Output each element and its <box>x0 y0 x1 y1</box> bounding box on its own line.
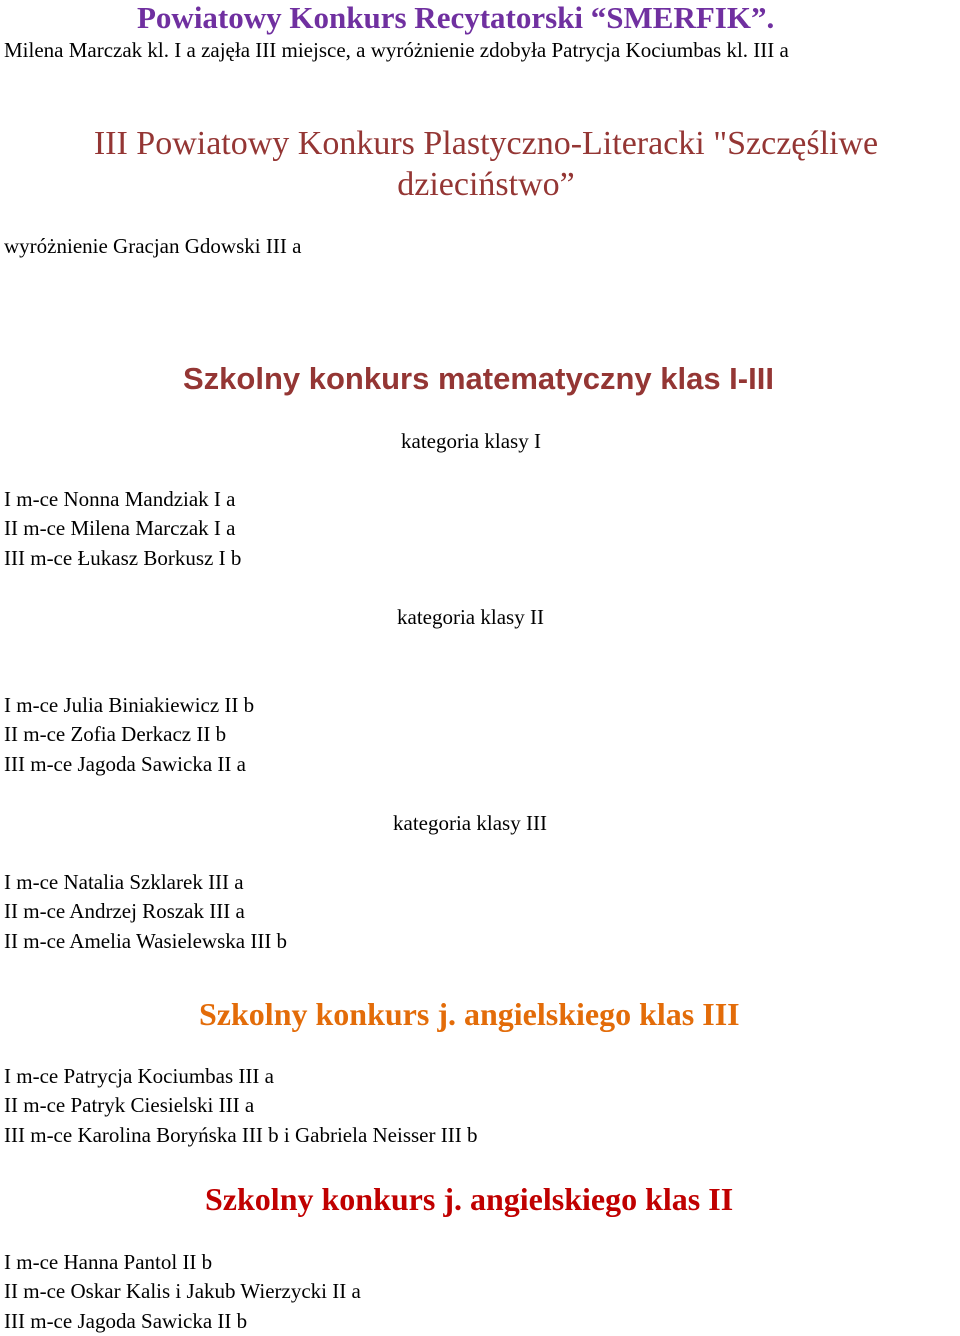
math-category-2-label: kategoria klasy II <box>397 605 544 629</box>
math-category-3-label: kategoria klasy III <box>393 811 547 835</box>
english2-title: Szkolny konkurs j. angielskiego klas II <box>205 1181 734 1217</box>
english3-title: Szkolny konkurs j. angielskiego klas III <box>199 996 740 1032</box>
list-item: II m-ce Patryk Ciesielski III a <box>4 1093 255 1118</box>
list-item: II m-ce Andrzej Roszak III a <box>4 899 245 924</box>
math-title: Szkolny konkurs matematyczny klas I-III <box>183 361 774 396</box>
list-item: II m-ce Oskar Kalis i Jakub Wierzycki II a <box>4 1279 361 1304</box>
plastyczny-title-line2: dzieciństwo” <box>397 166 575 203</box>
math-category-2-results <box>4 691 254 779</box>
list-item: II m-ce Amelia Wasielewska III b <box>4 928 288 953</box>
list-item: I m-ce Natalia Szklarek III a <box>4 870 244 894</box>
math-category-1-results <box>4 485 241 573</box>
list-item: III m-ce Jagoda Sawicka II a <box>4 751 246 776</box>
math-category-1-label: kategoria klasy I <box>401 429 541 453</box>
list-item: II m-ce Zofia Derkacz II b <box>4 722 227 747</box>
list-item: III m-ce Jagoda Sawicka II b <box>4 1308 248 1333</box>
english3-results <box>4 1062 477 1150</box>
smerfik-title: Powiatowy Konkurs Recytatorski “SMERFIK”. <box>137 0 775 35</box>
plastyczny-title-line1: III Powiatowy Konkurs Plastyczno-Literacki "Szczęśliwe <box>93 125 879 162</box>
smerfik-result: Milena Marczak kl. I a zajęła III miejsce, a wyróżnienie zdobyła Patrycja Kociumbas kl. III a <box>4 38 789 62</box>
math-category-3-results <box>4 868 287 956</box>
list-item: III m-ce Karolina Boryńska III b i Gabriela Neisser III b <box>4 1122 478 1147</box>
plastyczny-result: wyróżnienie Gracjan Gdowski III a <box>4 234 302 258</box>
list-item: I m-ce Hanna Pantol II b <box>4 1250 213 1274</box>
list-item: II m-ce Milena Marczak I a <box>4 516 236 541</box>
list-item: I m-ce Nonna Mandziak I a <box>4 487 236 511</box>
list-item: III m-ce Łukasz Borkusz I b <box>4 545 242 570</box>
english2-results <box>4 1248 361 1336</box>
list-item: I m-ce Patrycja Kociumbas III a <box>4 1064 274 1088</box>
list-item: I m-ce Julia Biniakiewicz II b <box>4 693 255 717</box>
